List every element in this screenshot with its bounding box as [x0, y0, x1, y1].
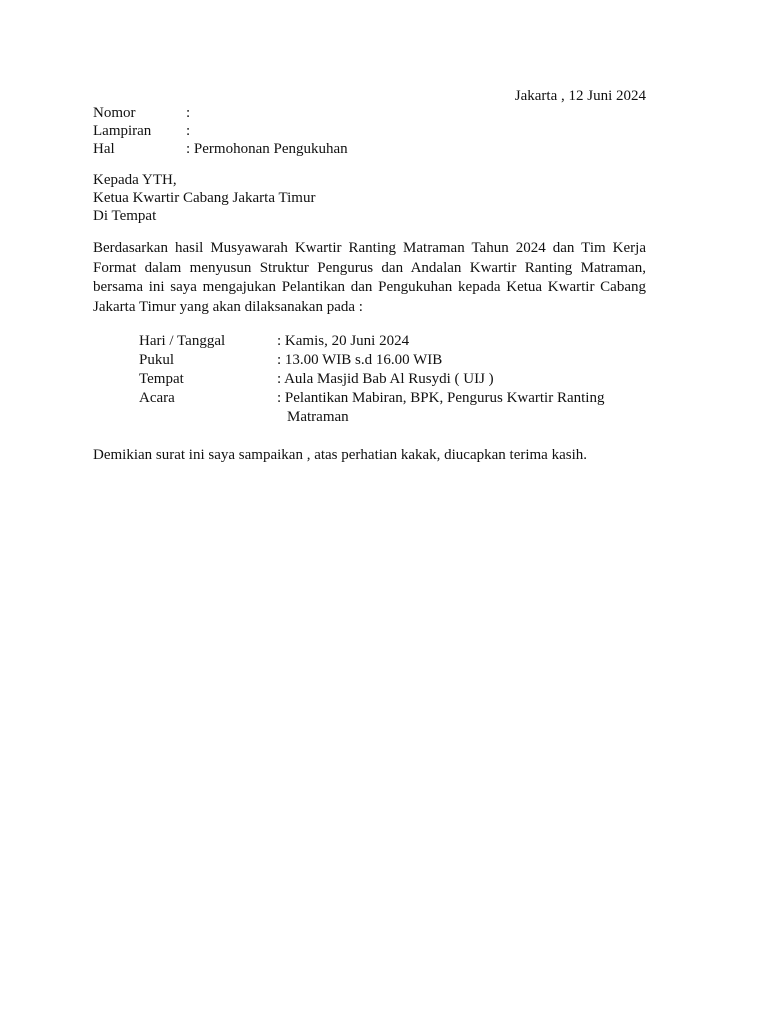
body-paragraph: Berdasarkan hasil Musyawarah Kwartir Ranting Matraman Tahun 2024 dan Tim Kerja Format dalam menyusun Struktur Pengurus dan Andalan Kwartir Ranting Matraman, bersama ini saya mengajukan Pelantikan dan Pengukuhan kepada Ketua Kwartir Cabang Jakarta Timur yang akan dilaksanakan pada :: [93, 240, 646, 315]
detail-value: : 13.00 WIB s.d 16.00 WIB: [277, 352, 443, 368]
place-date: Jakarta , 12 Juni 2024: [514, 88, 646, 104]
recipient-place: Di Tempat: [93, 208, 157, 224]
meta-value: :: [186, 123, 191, 139]
meta-label: Hal: [93, 141, 115, 157]
recipient-name: Ketua Kwartir Cabang Jakarta Timur: [93, 190, 316, 206]
detail-label: Pukul: [139, 352, 175, 368]
detail-value: : Aula Masjid Bab Al Rusydi ( UIJ ): [277, 371, 494, 387]
detail-row-place: [139, 370, 639, 389]
meta-label: Nomor: [93, 105, 136, 121]
meta-row-lampiran: [93, 122, 348, 140]
detail-label: Hari / Tanggal: [139, 333, 226, 349]
recipient-block: [93, 171, 315, 225]
event-details: [139, 332, 639, 427]
meta-value: :: [186, 105, 191, 121]
detail-label: Tempat: [139, 371, 184, 387]
detail-value: : Pelantikan Mabiran, BPK, Pengurus Kwartir Ranting Matraman: [277, 390, 605, 425]
meta-row-hal: [93, 140, 348, 158]
closing-sentence: Demikian surat ini saya sampaikan , atas perhatian kakak, diucapkan terima kasih.: [93, 447, 587, 463]
detail-label: Acara: [139, 390, 175, 406]
meta-value: : Permohonan Pengukuhan: [186, 141, 348, 157]
detail-row-time: [139, 351, 639, 370]
recipient-salutation: Kepada YTH,: [93, 172, 177, 188]
letter-meta-block: [93, 104, 348, 158]
detail-row-event: [139, 389, 639, 427]
meta-label: Lampiran: [93, 123, 152, 139]
detail-value: : Kamis, 20 Juni 2024: [277, 333, 410, 349]
meta-row-nomor: [93, 104, 348, 122]
detail-row-date: [139, 332, 639, 351]
